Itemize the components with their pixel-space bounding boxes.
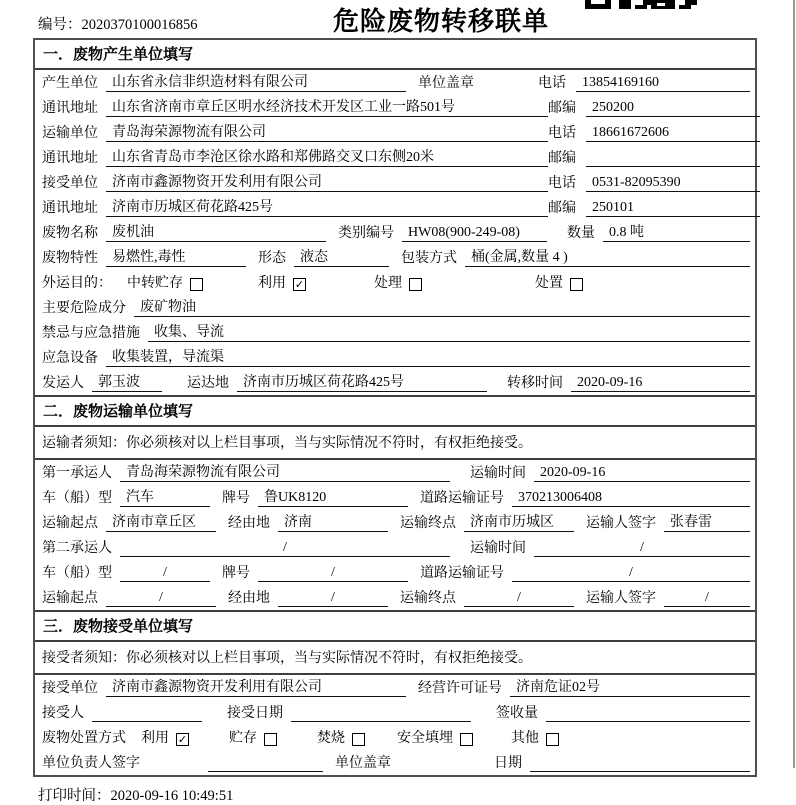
transporter-value: 青岛海荣源物流有限公司 xyxy=(106,121,548,142)
producer-address-label: 通讯地址 xyxy=(42,101,98,116)
waste-traits-label: 废物特性 xyxy=(42,251,98,266)
qr-code-fragment xyxy=(585,0,697,10)
row-hazard-component xyxy=(35,295,755,320)
route1-origin-label: 运输起点 xyxy=(42,516,98,531)
route2-sign-label: 运输人签字 xyxy=(586,591,656,606)
waste-packaging-value: 桶(金属,数量 4 ) xyxy=(465,246,750,267)
disposal-other-checkbox xyxy=(546,733,559,746)
print-time-label: 打印时间： xyxy=(38,788,111,804)
route2-origin-label: 运输起点 xyxy=(42,591,98,606)
route1-via-value: 济南 xyxy=(278,511,388,532)
print-time xyxy=(38,784,796,805)
disposal-incineration-checkbox xyxy=(352,733,365,746)
accept-date-value xyxy=(291,705,471,722)
accepting-unit-value: 济南市鑫源物资开发利用有限公司 xyxy=(106,676,406,697)
producer-postcode-label: 邮编 xyxy=(548,101,576,116)
emergency-equipment-value: 收集装置，导流渠 xyxy=(106,346,750,367)
row-waste-name xyxy=(35,220,755,245)
receiver-address-value: 济南市历城区荷花路425号 xyxy=(106,196,548,217)
doc-number-value: 2020370100016856 xyxy=(81,17,198,33)
row-signature xyxy=(35,750,755,775)
carrier2-label: 第二承运人 xyxy=(42,541,112,556)
section-producer-title: 一．废物产生单位填写 xyxy=(35,40,755,70)
waste-category-label: 类别编号 xyxy=(338,226,394,241)
transfer-time-value: 2020-09-16 xyxy=(571,375,750,392)
disposal-storage-checkbox xyxy=(264,733,277,746)
disposal-option-storage-label: 贮存 xyxy=(229,731,257,746)
transporter-postcode-label: 邮编 xyxy=(548,151,576,166)
unit-stamp-label: 单位盖章 xyxy=(335,756,391,771)
purpose-option-treat-label: 处理 xyxy=(374,276,402,291)
transfer-purpose-label: 外运目的： xyxy=(42,276,112,291)
producer-phone-label: 电话 xyxy=(538,76,566,91)
signature-label: 单位负责人签字 xyxy=(42,756,140,771)
license-value: 济南危证02号 xyxy=(510,676,750,697)
route1-end-label: 运输终点 xyxy=(400,516,456,531)
disposal-option-incineration-label: 焚烧 xyxy=(317,731,345,746)
transporter-phone-label: 电话 xyxy=(548,126,576,141)
transporter-postcode-group xyxy=(548,147,760,167)
carrier1-time-value: 2020-09-16 xyxy=(534,465,750,482)
producer-postcode-group xyxy=(548,97,760,117)
vehicle1-type-label: 车（船）型 xyxy=(42,491,112,506)
receiver-value: 济南市鑫源物资开发利用有限公司 xyxy=(106,171,548,192)
receiver-phone-label: 电话 xyxy=(548,176,576,191)
waste-packaging-label: 包装方式 xyxy=(401,251,457,266)
manifest-form xyxy=(33,38,757,777)
disposal-option-landfill xyxy=(397,727,473,747)
row-receiver xyxy=(35,170,755,195)
hazard-component-label: 主要危险成分 xyxy=(42,301,126,316)
transporter-address-value: 山东省青岛市李沧区徐水路和郑佛路交叉口东侧20米 xyxy=(106,146,548,167)
receiver-phone-group xyxy=(548,172,760,192)
accept-date-label: 接受日期 xyxy=(227,706,283,721)
transporter-notice xyxy=(35,427,755,460)
carrier1-value: 青岛海荣源物流有限公司 xyxy=(120,461,450,482)
transporter-label: 运输单位 xyxy=(42,126,98,141)
row-dispatch xyxy=(35,370,755,395)
purpose-option-dispose-label: 处置 xyxy=(535,276,563,291)
section-receiver-title: 三．废物接受单位填写 xyxy=(35,612,755,642)
route2-origin-value: / xyxy=(106,590,216,607)
transporter-phone-value: 18661672606 xyxy=(586,125,760,142)
vehicle2-plate-value: / xyxy=(258,565,408,582)
row-vehicle1 xyxy=(35,485,755,510)
receiver-notice-text: 接受者须知：你必须核对以上栏目事项，当与实际情况不符时，有权拒绝接受。 xyxy=(42,651,532,666)
purpose-option-transit-storage-label: 中转贮存 xyxy=(127,276,183,291)
section-producer xyxy=(35,40,755,395)
dispatcher-value: 郭玉波 xyxy=(92,371,162,392)
page-edge-line xyxy=(793,0,795,768)
vehicle1-plate-label: 牌号 xyxy=(222,491,250,506)
sign-date-label: 日期 xyxy=(494,756,522,771)
receiver-notice xyxy=(35,642,755,675)
destination-label: 运达地 xyxy=(187,376,229,391)
vehicle2-type-value: / xyxy=(120,565,210,582)
disposal-utilize-checkbox: ✓ xyxy=(177,733,188,746)
waste-traits-value: 易燃性,毒性 xyxy=(106,246,246,267)
carrier1-time-label: 运输时间 xyxy=(470,466,526,481)
row-transfer-purpose xyxy=(35,270,755,295)
vehicle1-permit-label: 道路运输证号 xyxy=(420,491,504,506)
vehicle2-permit-value: / xyxy=(512,565,750,582)
accepting-unit-label: 接受单位 xyxy=(42,681,98,696)
route2-sign-value: / xyxy=(664,590,750,607)
route1-sign-label: 运输人签字 xyxy=(586,516,656,531)
sign-date-value xyxy=(530,755,750,772)
page-title: 危险废物转移联单 xyxy=(333,7,550,36)
transporter-address-label: 通讯地址 xyxy=(42,151,98,166)
row-carrier1 xyxy=(35,460,755,485)
section-transporter xyxy=(35,395,755,610)
row-emergency-equipment xyxy=(35,345,755,370)
purpose-dispose-checkbox xyxy=(570,278,583,291)
route1-sign-value: 张春雷 xyxy=(664,511,750,532)
disposal-landfill-checkbox xyxy=(460,733,473,746)
waste-form-value: 液态 xyxy=(294,246,389,267)
row-carrier2 xyxy=(35,535,755,560)
receiver-address-label: 通讯地址 xyxy=(42,201,98,216)
vehicle2-permit-label: 道路运输证号 xyxy=(420,566,504,581)
purpose-option-treat xyxy=(374,272,422,292)
signature-value xyxy=(208,755,323,772)
print-time-value: 2020-09-16 10:49:51 xyxy=(110,788,234,804)
producer-stamp-label: 单位盖章 xyxy=(418,76,474,91)
emergency-measures-value: 收集、导流 xyxy=(148,321,750,342)
purpose-option-utilize xyxy=(258,272,306,292)
waste-quantity-label: 数量 xyxy=(567,226,595,241)
acceptor-label: 接受人 xyxy=(42,706,84,721)
carrier2-time-label: 运输时间 xyxy=(470,541,526,556)
producer-value: 山东省永信非织造材料有限公司 xyxy=(106,71,406,92)
waste-name-label: 废物名称 xyxy=(42,226,98,241)
disposal-option-utilize xyxy=(141,727,189,747)
waste-name-value: 废机油 xyxy=(106,221,326,242)
route1-origin-value: 济南市章丘区 xyxy=(106,511,216,532)
transporter-phone-group xyxy=(548,122,760,142)
route2-end-value: / xyxy=(464,590,574,607)
carrier1-label: 第一承运人 xyxy=(42,466,112,481)
disposal-option-incineration xyxy=(317,727,365,747)
vehicle1-type-value: 汽车 xyxy=(120,486,210,507)
producer-phone-value: 13854169160 xyxy=(576,75,750,92)
received-amount-label: 签收量 xyxy=(496,706,538,721)
emergency-equipment-label: 应急设备 xyxy=(42,351,98,366)
row-transporter-address xyxy=(35,145,755,170)
receiver-label: 接受单位 xyxy=(42,176,98,191)
row-accepting-unit xyxy=(35,675,755,700)
disposal-option-other-label: 其他 xyxy=(511,731,539,746)
route2-end-label: 运输终点 xyxy=(400,591,456,606)
route2-via-label: 经由地 xyxy=(228,591,270,606)
vehicle1-permit-value: 370213006408 xyxy=(512,490,750,507)
disposal-option-other xyxy=(511,727,559,747)
purpose-option-dispose xyxy=(535,272,583,292)
receiver-postcode-value: 250101 xyxy=(586,200,760,217)
purpose-treat-checkbox xyxy=(409,278,422,291)
transporter-notice-text: 运输者须知：你必须核对以上栏目事项，当与实际情况不符时，有权拒绝接受。 xyxy=(42,436,532,451)
row-producer xyxy=(35,70,755,95)
producer-postcode-value: 250200 xyxy=(586,100,760,117)
row-vehicle2 xyxy=(35,560,755,585)
carrier2-value: / xyxy=(120,540,450,557)
destination-value: 济南市历城区荷花路425号 xyxy=(237,371,487,392)
waste-category-value: HW08(900-249-08) xyxy=(402,225,547,242)
transfer-time-label: 转移时间 xyxy=(507,376,563,391)
section-receiver xyxy=(35,610,755,775)
disposal-method-label: 废物处置方式 xyxy=(42,731,126,746)
transporter-postcode-value xyxy=(586,150,760,167)
row-receiver-address xyxy=(35,195,755,220)
doc-number xyxy=(38,13,198,34)
receiver-postcode-label: 邮编 xyxy=(548,201,576,216)
row-producer-address xyxy=(35,95,755,120)
row-waste-traits xyxy=(35,245,755,270)
row-route2 xyxy=(35,585,755,610)
producer-address-value: 山东省济南市章丘区明水经济技术开发区工业一路501号 xyxy=(106,96,548,117)
row-route1 xyxy=(35,510,755,535)
disposal-option-utilize-label: 利用 xyxy=(141,731,169,746)
producer-label: 产生单位 xyxy=(42,76,98,91)
vehicle2-type-label: 车（船）型 xyxy=(42,566,112,581)
row-transporter xyxy=(35,120,755,145)
disposal-option-landfill-label: 安全填埋 xyxy=(397,731,453,746)
route2-via-value: / xyxy=(278,590,388,607)
waste-form-label: 形态 xyxy=(258,251,286,266)
purpose-option-transit-storage xyxy=(127,272,203,292)
dispatcher-label: 发运人 xyxy=(42,376,84,391)
purpose-utilize-checkbox: ✓ xyxy=(294,278,305,291)
vehicle2-plate-label: 牌号 xyxy=(222,566,250,581)
license-label: 经营许可证号 xyxy=(418,681,502,696)
received-amount-value xyxy=(546,705,750,722)
hazard-component-value: 废矿物油 xyxy=(134,296,750,317)
emergency-measures-label: 禁忌与应急措施 xyxy=(42,326,140,341)
purpose-transit-storage-checkbox xyxy=(190,278,203,291)
document-header xyxy=(0,0,796,38)
route1-via-label: 经由地 xyxy=(228,516,270,531)
row-acceptor xyxy=(35,700,755,725)
receiver-postcode-group xyxy=(548,197,760,217)
purpose-option-utilize-label: 利用 xyxy=(258,276,286,291)
waste-quantity-value: 0.8 吨 xyxy=(603,221,750,242)
section-transporter-title: 二．废物运输单位填写 xyxy=(35,397,755,427)
receiver-phone-value: 0531-82095390 xyxy=(586,175,760,192)
vehicle1-plate-value: 鲁UK8120 xyxy=(258,486,408,507)
carrier2-time-value: / xyxy=(534,540,750,557)
row-emergency-measures xyxy=(35,320,755,345)
disposal-option-storage xyxy=(229,727,277,747)
producer-phone-group xyxy=(538,72,750,92)
doc-number-label: 编号： xyxy=(38,17,82,33)
route1-end-value: 济南市历城区 xyxy=(464,511,574,532)
row-disposal-method xyxy=(35,725,755,750)
acceptor-value xyxy=(92,705,202,722)
